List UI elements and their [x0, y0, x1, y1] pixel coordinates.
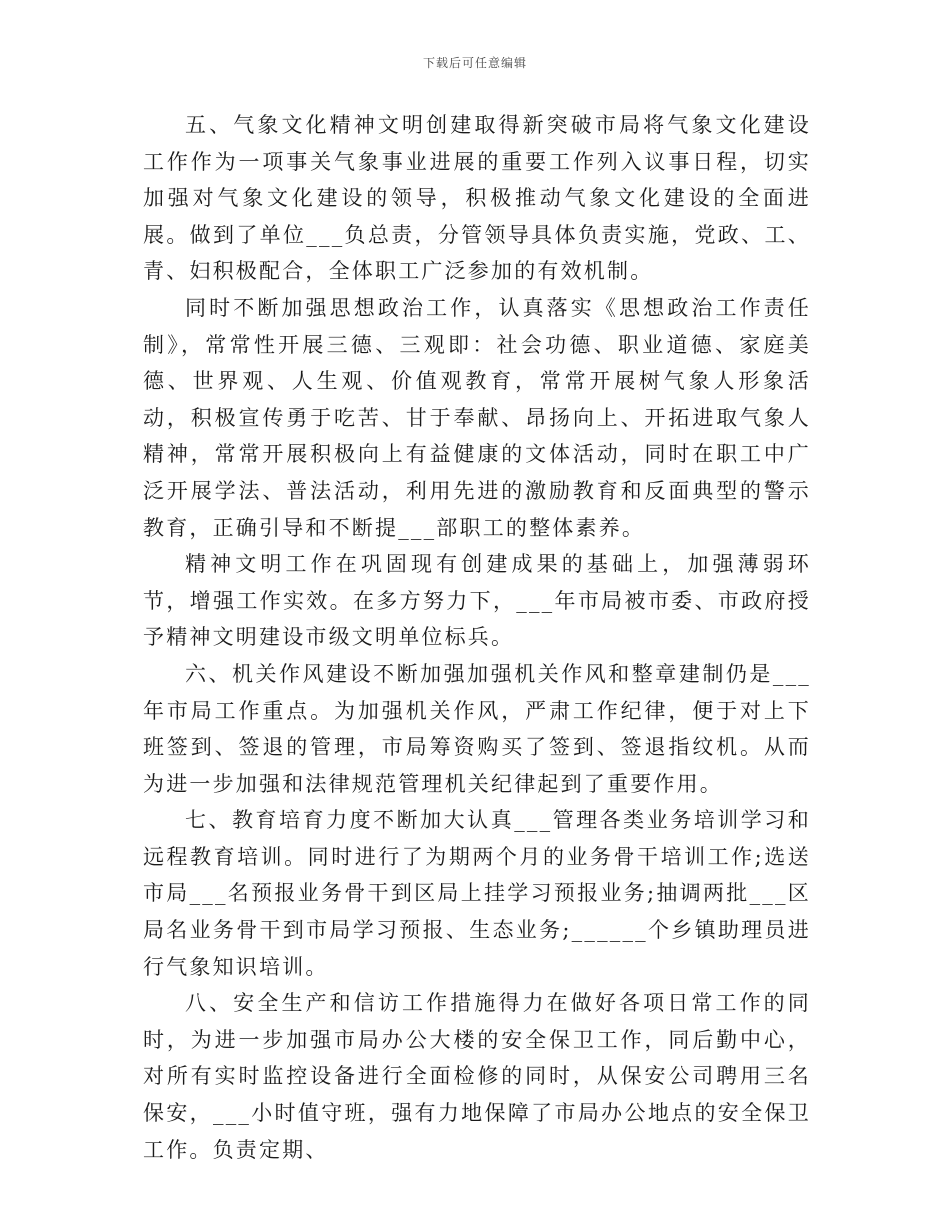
- paragraph-political-work: 同时不断加强思想政治工作，认真落实《思想政治工作责任制》，常常性开展三德、三观即：社会功德、职业道德、家庭美德、世界观、人生观、价值观教育，常常开展树气象人形象活动，积极宣传勇于吃苦、甘于奉献、昂扬向上、开拓进取气象人精神，常常开展积极向上有益健康的文体活动，同时在职工中广泛开展学法、普法活动，利用先进的激励教育和反面典型的警示教育，正确引导和不断提___部职工的整体素养。: [143, 295, 811, 540]
- document-body: [143, 107, 811, 1168]
- paragraph-education-training: 七、教育培育力度不断加大认真___管理各类业务培训学习和远程教育培训。同时进行了为期两个月的业务骨干培训工作;选送市局___名预报业务骨干到区局上挂学习预报业务;抽调两批___区局名业务骨干到市局学习预报、生态业务;______个乡镇助理员进行气象知识培训。: [143, 808, 811, 979]
- page-header-note: 下载后可任意编辑: [422, 56, 527, 70]
- paragraph-culture-civilization: 五、气象文化精神文明创建取得新突破市局将气象文化建设工作作为一项事关气象事业进展的重要工作列入议事日程，切实加强对气象文化建设的领导，积极推动气象文化建设的全面进展。做到了单位___负总责，分管领导具体负责实施，党政、工、青、妇积极配合，全体职工广泛参加的有效机制。: [143, 113, 811, 284]
- paragraph-safety-petition: 八、安全生产和信访工作措施得力在做好各项日常工作的同时，为进一步加强市局办公大楼的安全保卫工作，同后勤中心，对所有实时监控设备进行全面检修的同时，从保安公司聘用三名保安，___小时值守班，强有力地保障了市局办公地点的安全保卫工作。负责定期、: [143, 991, 811, 1162]
- paragraph-organ-style: 六、机关作风建设不断加强加强机关作风和整章建制仍是___年市局工作重点。为加强机关作风，严肃工作纪律，便于对上下班签到、签退的管理，市局筹资购买了签到、签退指纹机。从而为进一步加强和法律规范管理机关纪律起到了重要作用。: [143, 661, 811, 796]
- paragraph-civilization-results: 精神文明工作在巩固现有创建成果的基础上，加强薄弱环节，增强工作实效。在多方努力下，___年市局被市委、市政府授予精神文明建设市级文明单位标兵。: [143, 552, 811, 650]
